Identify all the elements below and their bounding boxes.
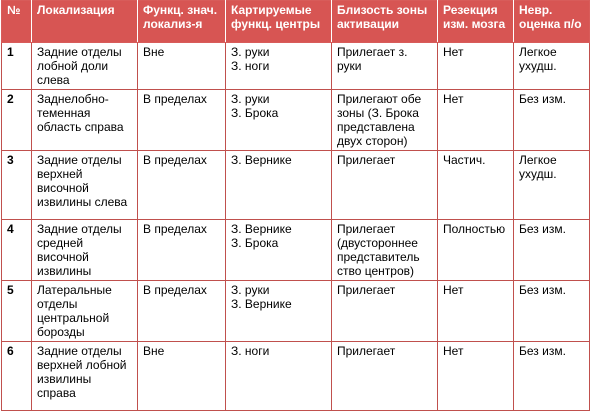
cell-centers <box>226 281 332 342</box>
cell-functional: В пределах <box>138 151 226 220</box>
cell-centers <box>226 220 332 281</box>
cell-number: 1 <box>2 43 32 90</box>
cell-proximity: Прилегает <box>332 151 438 220</box>
table-row <box>2 220 590 281</box>
table-row <box>2 43 590 90</box>
center-item: З. Брока <box>231 106 279 120</box>
center-item: З. ноги <box>231 344 270 358</box>
cell-centers <box>226 90 332 151</box>
table-row <box>2 281 590 342</box>
cell-centers <box>226 43 332 90</box>
cell-number: 3 <box>2 151 32 220</box>
center-item: З. Вернике <box>231 222 292 236</box>
cell-functional: Вне <box>138 43 226 90</box>
cell-localization: Задние отделы верхней височной извилины слева <box>32 151 138 220</box>
cell-centers <box>226 342 332 411</box>
cell-functional: В пределах <box>138 281 226 342</box>
cell-localization: Латеральные отделы центральной борозды <box>32 281 138 342</box>
header-number: № <box>2 1 32 43</box>
cell-neuro: Легкое ухудш. <box>514 43 590 90</box>
cell-proximity: Прилегает з. руки <box>332 43 438 90</box>
center-item: З. руки <box>231 45 270 59</box>
cell-resection: Нет <box>438 281 514 342</box>
results-table <box>1 0 590 411</box>
cell-neuro: Без изм. <box>514 220 590 281</box>
header-neuro-assessment: Невр. оценка п/о <box>514 1 590 43</box>
cell-number: 2 <box>2 90 32 151</box>
center-item: З. ноги <box>231 59 270 73</box>
cell-proximity: Прилегает <box>332 342 438 411</box>
center-item: З. руки <box>231 92 270 106</box>
cell-resection: Полностью <box>438 220 514 281</box>
cell-functional: Вне <box>138 342 226 411</box>
center-item: З. Вернике <box>231 153 292 167</box>
cell-number: 5 <box>2 281 32 342</box>
cell-neuro: Без изм. <box>514 281 590 342</box>
header-resection: Резекция изм. мозга <box>438 1 514 43</box>
header-localization: Локализация <box>32 1 138 43</box>
cell-neuro: Легкое ухудш. <box>514 151 590 220</box>
cell-localization: Задние отделы верхней лобной извилины справа <box>32 342 138 411</box>
header-mapped-centers: Картируемые функц. центры <box>226 1 332 43</box>
cell-number: 6 <box>2 342 32 411</box>
header-activation-proximity: Близость зоны активации <box>332 1 438 43</box>
cell-neuro: Без изм. <box>514 90 590 151</box>
cell-resection: Нет <box>438 43 514 90</box>
header-functional-significance: Функц. знач. локализ-я <box>138 1 226 43</box>
cell-proximity: Прилегает (двустороннее представитель ство центров) <box>332 220 438 281</box>
cell-localization: Заднелобно-теменная область справа <box>32 90 138 151</box>
cell-proximity: Прилегают обе зоны (З. Брока представлена двух сторон) <box>332 90 438 151</box>
cell-proximity: Прилегает <box>332 281 438 342</box>
cell-neuro: Без изм. <box>514 342 590 411</box>
cell-resection: Частич. <box>438 151 514 220</box>
cell-resection: Нет <box>438 342 514 411</box>
cell-localization: Задние отделы средней височной извилины <box>32 220 138 281</box>
cell-functional: В пределах <box>138 90 226 151</box>
cell-number: 4 <box>2 220 32 281</box>
cell-centers <box>226 151 332 220</box>
center-item: З. Брока <box>231 236 279 250</box>
table-row <box>2 342 590 411</box>
center-item: З. руки <box>231 283 270 297</box>
center-item: З. Вернике <box>231 297 292 311</box>
table-row <box>2 90 590 151</box>
table-row <box>2 151 590 220</box>
table-header-row <box>2 1 590 43</box>
cell-resection: Нет <box>438 90 514 151</box>
cell-functional: В пределах <box>138 220 226 281</box>
cell-localization: Задние отделы лобной доли слева <box>32 43 138 90</box>
